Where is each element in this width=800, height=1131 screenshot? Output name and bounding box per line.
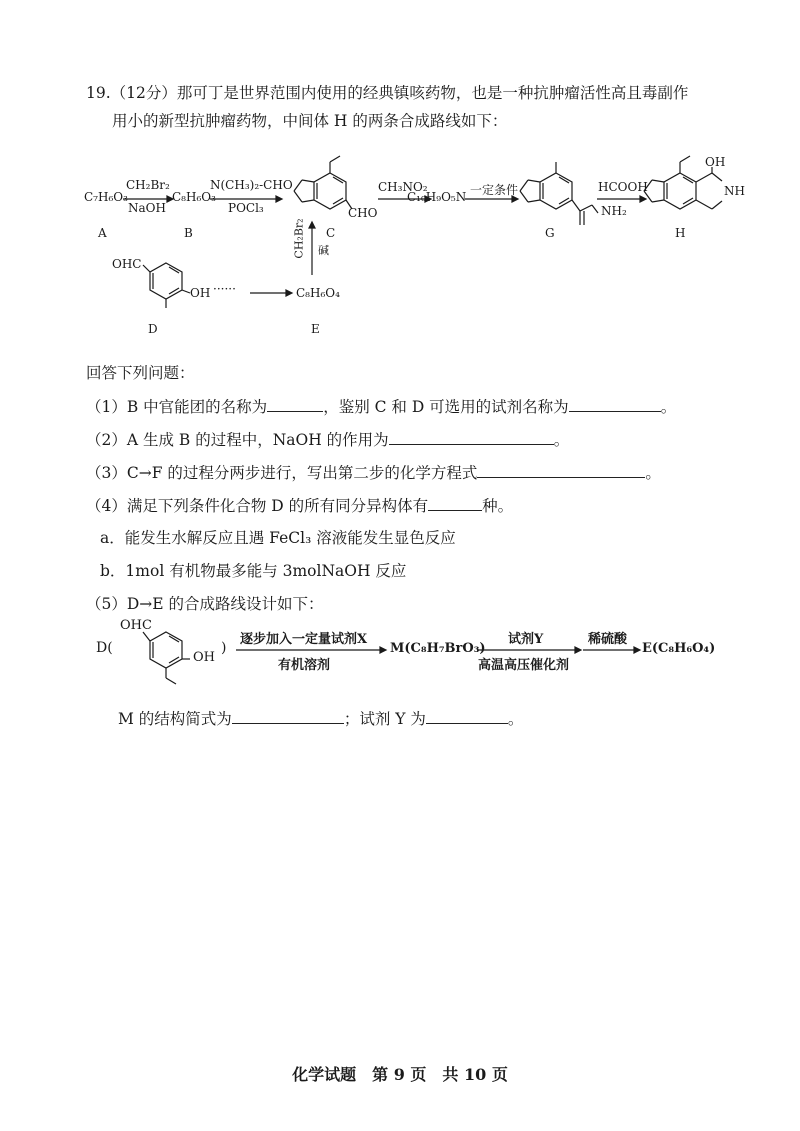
compound-e-label: E <box>311 322 320 336</box>
q5-answer-blank-1[interactable] <box>232 707 344 724</box>
step2-condition: POCl₃ <box>228 201 264 215</box>
compound-h-label: H <box>675 226 686 240</box>
compound-a-formula: C₇H₆O₃ <box>84 190 128 204</box>
compound-e-formula: C₈H₆O₄ <box>296 286 340 300</box>
compound-h-oh: OH <box>705 155 726 169</box>
compound-c-label: C <box>326 226 336 240</box>
scheme2-step3-reagent: 稀硫酸 <box>588 632 628 647</box>
question-2 <box>86 428 569 451</box>
answer-prompt: 回答下列问题： <box>86 364 195 382</box>
scheme2-step2-condition: 高温高压催化剂 <box>478 658 570 673</box>
q4-condition-a: a．能发生水解反应且遇 FeCl₃ 溶液能发生显色反应 <box>100 529 456 547</box>
q2-answer-blank[interactable] <box>389 428 554 445</box>
compound-d-cho: OHC <box>112 257 142 271</box>
synthesis-scheme-1 <box>0 145 800 350</box>
compound-f-formula: C₁₀H₉O₅N <box>407 190 467 204</box>
scheme2-e-formula: E(C₈H₆O₄) <box>642 641 716 656</box>
compound-b-formula: C₈H₆O₃ <box>172 190 216 204</box>
q4-answer-blank[interactable] <box>428 494 482 511</box>
scheme2-d-close: ) <box>221 640 227 656</box>
q5-text-b: ；试剂 Y 为 <box>343 710 426 728</box>
q4-condition-b: b．1mol 有机物最多能与 3molNaOH 反应 <box>100 562 407 580</box>
step2-reagent: N(CH₃)₂-CHO <box>210 178 293 192</box>
q1-text-a: （1）B 中官能团的名称为 <box>86 398 268 416</box>
scheme2-d-prefix: D( <box>96 640 113 656</box>
step1-reagent: CH₂Br₂ <box>126 178 170 192</box>
scheme2-step2-reagent: 试剂Y <box>508 632 544 647</box>
scheme2-d-oh: OH <box>193 650 215 665</box>
page-footer: 化学试题 第 9 页 共 10 页 <box>292 1065 508 1084</box>
compound-d-oh: OH <box>190 286 211 300</box>
q1-text-b: ，鉴别 C 和 D 可选用的试剂名称为 <box>323 398 569 416</box>
compound-c-cho: CHO <box>348 206 378 220</box>
q5-text-a: M 的结构简式为 <box>118 710 232 728</box>
compound-g-nh2: NH₂ <box>601 204 627 218</box>
question-intro-line1: 19.（12分）那可丁是世界范围内使用的经典镇咳药物，也是一种抗肿瘤活性高且毒副作 <box>86 84 689 102</box>
q5-end: 。 <box>507 710 524 728</box>
step4-condition: 一定条件 <box>470 183 519 197</box>
q4-text: （4）满足下列条件化合物 D 的所有同分异构体有 <box>86 497 429 515</box>
ellipsis-dots: ······ <box>213 282 236 296</box>
e-to-c-condition: 碱 <box>318 244 329 257</box>
scheme2-d-cho: OHC <box>120 618 152 633</box>
question-4 <box>86 494 513 517</box>
question-5-intro: （5）D→E 的合成路线设计如下： <box>86 595 324 613</box>
question-1 <box>86 395 676 418</box>
scheme2-step1-condition: 有机溶剂 <box>278 658 331 673</box>
compound-h-nh: NH <box>724 184 745 198</box>
q3-text: （3）C→F 的过程分两步进行，写出第二步的化学方程式 <box>86 464 478 482</box>
q1-end: 。 <box>660 398 677 416</box>
q2-text: （2）A 生成 B 的过程中，NaOH 的作用为 <box>86 431 389 449</box>
e-to-c-reagent: CH₂Br₂ <box>292 218 306 259</box>
question-intro-line2: 用小的新型抗肿瘤药物，中间体 H 的两条合成路线如下： <box>112 112 508 130</box>
q1-answer-blank-2[interactable] <box>569 395 661 412</box>
q5-answer-blank-2[interactable] <box>426 707 508 724</box>
compound-d-label: D <box>148 322 158 336</box>
scheme2-step1-reagent: 逐步加入一定量试剂X <box>240 632 368 647</box>
compound-b-label: B <box>184 226 193 240</box>
step3-reagent: CH₃NO₂ <box>378 180 428 194</box>
q4-end: 种。 <box>482 497 514 515</box>
q1-answer-blank-1[interactable] <box>267 395 323 412</box>
q3-end: 。 <box>645 464 661 482</box>
compound-m-formula: M(C₈H₇BrO₃) <box>390 641 486 656</box>
q3-answer-blank[interactable] <box>477 461 645 478</box>
question-3 <box>86 461 661 484</box>
compound-a-label: A <box>98 226 107 240</box>
compound-g-label: G <box>545 226 555 240</box>
step5-reagent: HCOOH <box>598 180 648 194</box>
q2-end: 。 <box>553 431 570 449</box>
step1-condition: NaOH <box>128 201 166 215</box>
question-5-answers <box>118 707 523 730</box>
